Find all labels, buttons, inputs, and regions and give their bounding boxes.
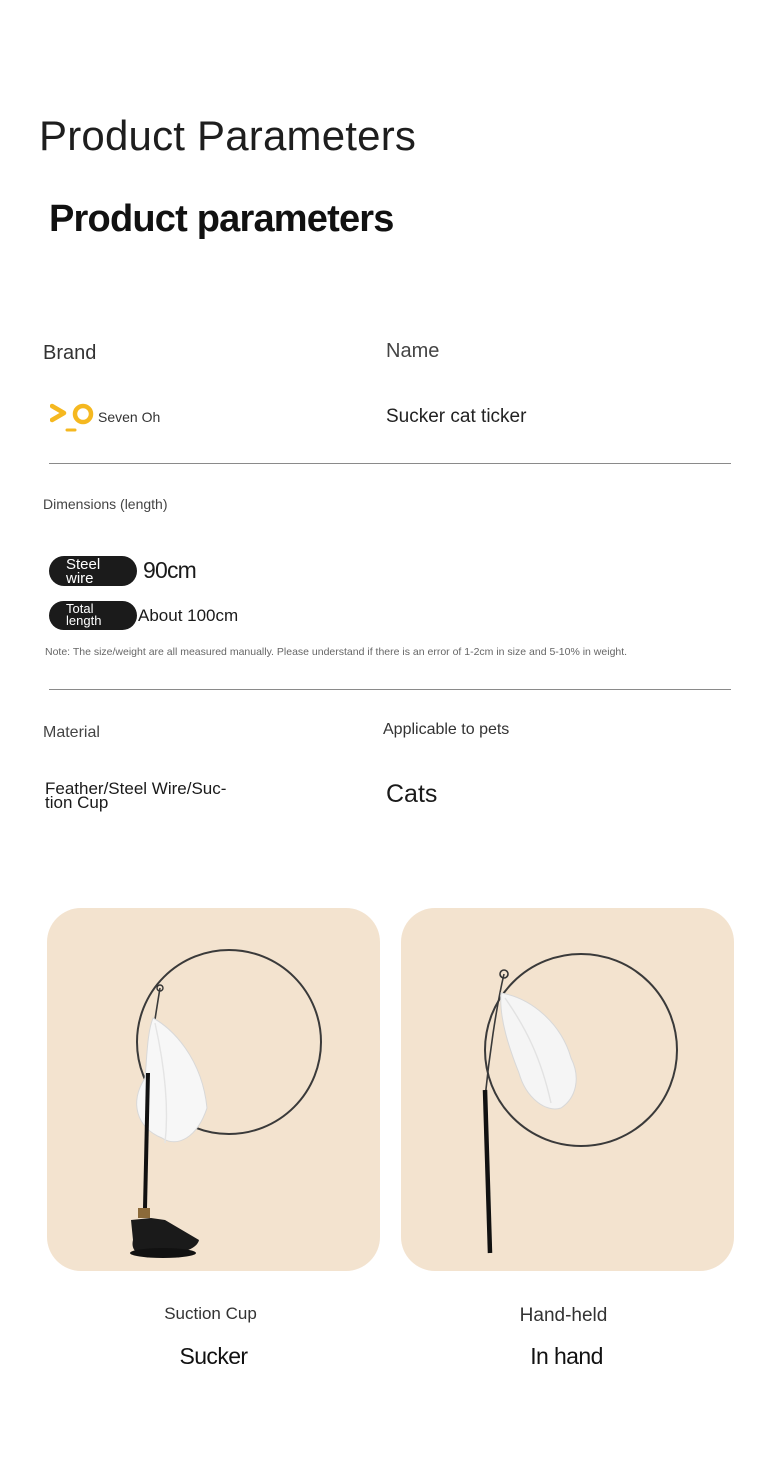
pill-text: length	[66, 612, 102, 628]
material-label: Material	[43, 724, 100, 741]
material-value-line: tion Cup	[45, 793, 109, 812]
handheld-caption: Hand-held	[519, 1305, 608, 1326]
pets-value: Cats	[386, 780, 438, 808]
handheld-title: In hand	[530, 1343, 603, 1369]
pill-text: wire	[66, 570, 94, 587]
name-value: Sucker cat ticker	[386, 406, 527, 427]
dimensions-label: Dimensions (length)	[43, 496, 168, 512]
material-value	[45, 779, 227, 812]
suction-cup-caption: Suction Cup	[164, 1304, 257, 1323]
brand-logo-icon	[50, 402, 96, 434]
divider	[49, 463, 731, 464]
total-length-value: About 100cm	[138, 606, 239, 625]
steel-wire-value: 90cm	[143, 557, 197, 583]
brand-value: Seven Oh	[98, 409, 161, 425]
suction-cup-title: Sucker	[179, 1343, 248, 1369]
pill-text: Steel	[66, 556, 101, 573]
page-title: Product Parameters	[39, 112, 417, 159]
material-value-line: Feather/Steel Wire/Suc-	[45, 779, 227, 798]
handheld-cat-teaser-image	[401, 908, 734, 1271]
handheld-card	[401, 908, 734, 1271]
pill-text: Total	[66, 601, 94, 616]
section-heading: Product parameters	[49, 198, 394, 240]
total-length-pill	[49, 601, 137, 630]
name-label: Name	[386, 340, 440, 362]
divider	[49, 689, 731, 690]
brand-label: Brand	[43, 342, 97, 364]
pets-label: Applicable to pets	[383, 721, 510, 738]
suction-cup-card	[47, 908, 380, 1271]
measurement-note: Note: The size/weight are all measured manually. Please understand if there is an error of 1-2cm in size and 5-10% in weight.	[45, 646, 628, 658]
steel-wire-pill	[49, 556, 137, 586]
suction-cup-cat-teaser-image	[47, 908, 380, 1271]
